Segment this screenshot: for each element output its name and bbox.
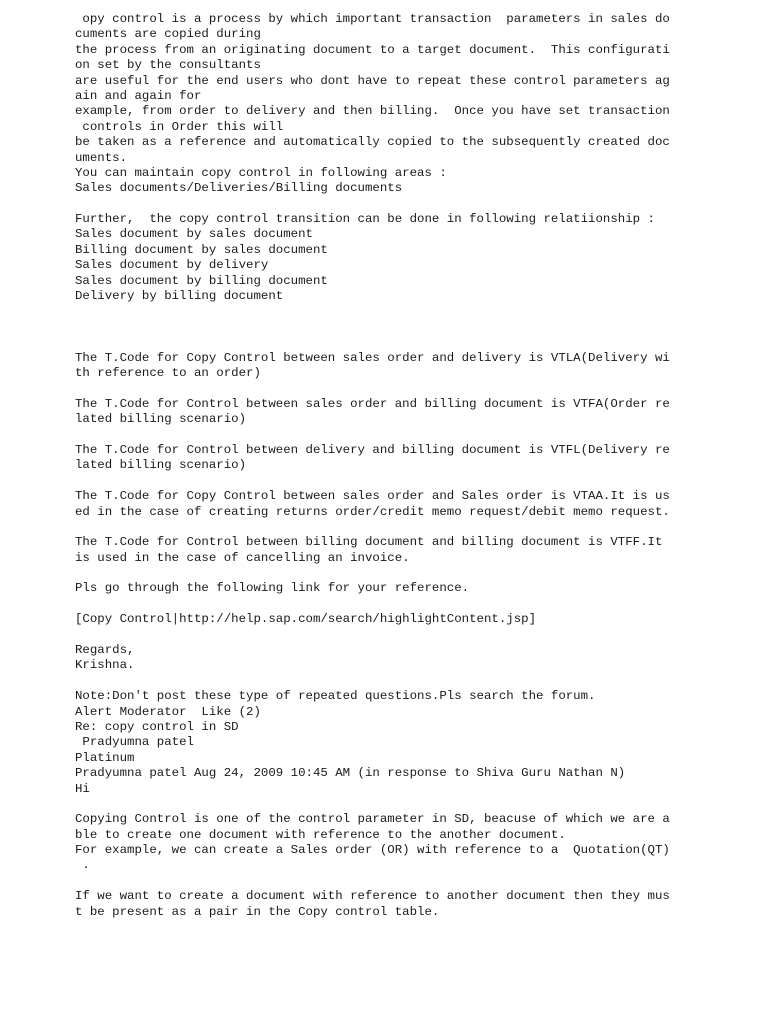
text-line: Sales document by sales document [75,227,313,242]
text-line: The T.Code for Control between delivery and billing document is VTFL(Delivery re [75,442,670,457]
text-line [75,628,755,643]
text-line: Hi [75,781,90,796]
text-line: th reference to an order) [75,365,261,380]
text-line: The T.Code for Control between billing document and billing document is VTFF.It [75,535,663,550]
text-line: are useful for the end users who dont have to repeat these control parameters ag [75,73,670,88]
text-line: Regards, [75,643,135,658]
text-line: ed in the case of creating returns order/credit memo request/debit memo request. [75,504,670,519]
text-line [75,597,755,612]
text-line: be taken as a reference and automatically copied to the subsequently created doc [75,135,670,150]
text-line: Krishna. [75,658,135,673]
text-line: uments. [75,150,128,165]
text-line [75,797,755,812]
text-line: ain and again for [75,88,202,103]
text-line: is used in the case of cancelling an invoice. [75,550,410,565]
text-line: Pls go through the following link for your reference. [75,581,470,596]
text-line: lated billing scenario) [75,458,247,473]
text-line: For example, we can create a Sales order (OR) with reference to a Quotation(QT) [75,843,670,858]
text-line: Alert Moderator Like (2) [75,704,261,719]
text-line: Copying Control is one of the control parameter in SD, beacuse of which we are a [75,812,670,827]
text-line: Sales document by billing document [75,273,328,288]
text-line: ble to create one document with reference to the another document. [75,827,566,842]
text-line: Sales documents/Deliveries/Billing documents [75,181,403,196]
text-line: Billing document by sales document [75,242,328,257]
text-line: lated billing scenario) [75,412,247,427]
text-line: The T.Code for Control between sales order and billing document is VTFA(Order re [75,396,670,411]
text-line [75,674,755,689]
document-body [75,12,755,920]
text-line: controls in Order this will [75,119,284,134]
text-line [75,335,755,350]
text-line: If we want to create a document with reference to another document then they mus [75,889,670,904]
text-line [75,474,755,489]
text-line: cuments are copied during [75,27,261,42]
text-line: example, from order to delivery and then billing. Once you have set transaction [75,104,670,119]
text-line: on set by the consultants [75,58,261,73]
text-line: the process from an originating document to a target document. This configurati [75,42,670,57]
text-line: The T.Code for Copy Control between sales order and delivery is VTLA(Delivery wi [75,350,670,365]
text-line [75,304,755,319]
text-line [75,320,755,335]
text-line: Pradyumna patel Aug 24, 2009 10:45 AM (in response to Shiva Guru Nathan N) [75,766,626,781]
text-line: Re: copy control in SD [75,719,239,734]
text-line: [Copy Control|http://help.sap.com/search/highlightContent.jsp] [75,612,537,627]
text-line: . [75,858,90,873]
text-line: t be present as a pair in the Copy control table. [75,904,440,919]
text-line [75,520,755,535]
text-line: Sales document by delivery [75,258,269,273]
text-line: Platinum [75,750,135,765]
text-line: Delivery by billing document [75,289,284,304]
text-line [75,428,755,443]
text-line: You can maintain copy control in following areas : [75,165,447,180]
text-line: The T.Code for Copy Control between sales order and Sales order is VTAA.It is us [75,489,670,504]
text-line [75,874,755,889]
text-line [75,381,755,396]
text-line [75,566,755,581]
text-line: opy control is a process by which important transaction parameters in sales do [75,12,670,26]
text-line: Further, the copy control transition can be done in following relatiionship : [75,212,655,227]
text-line: Pradyumna patel [75,735,194,750]
text-line [75,197,755,212]
text-line: Note:Don't post these type of repeated questions.Pls search the forum. [75,689,596,704]
